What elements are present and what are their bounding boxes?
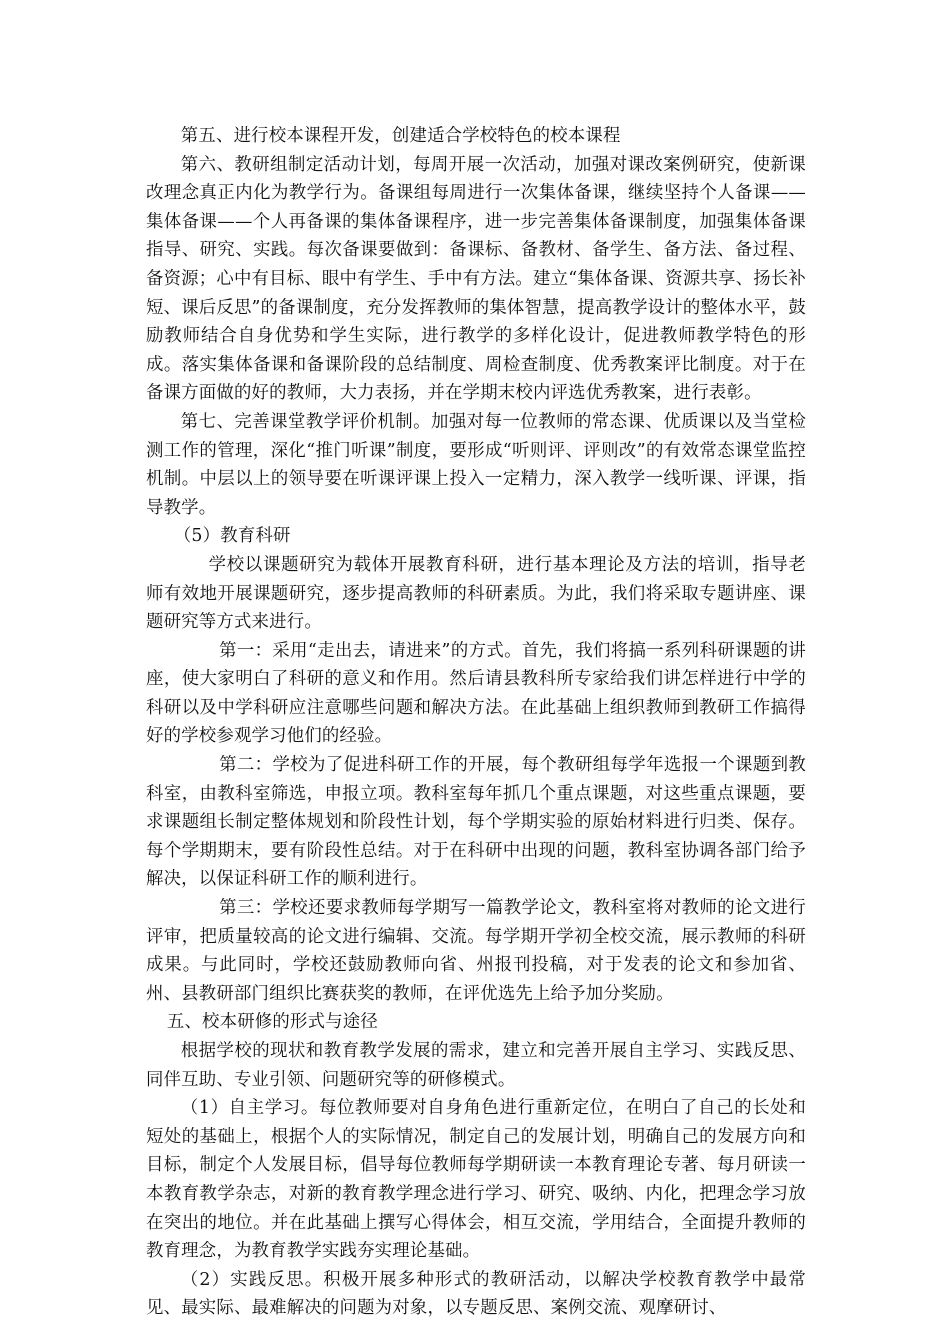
paragraph-third: 第三：学校还要求教师每学期写一篇教学论文，教科室将对教师的论文进行评审，把质量较高的论文进行编辑、交流。每学期开学初全校交流，展示教师的科研成果。与此同时，学校还鼓励教师向省、州报刊投稿，对于发表的论文和参加省、州、县教研部门组织比赛获奖的教师，在评优选先上给予加分奖励。 xyxy=(146,898,806,1004)
document-page xyxy=(146,122,806,1323)
paragraph-seventh: 第七、完善课堂教学评价机制。加强对每一位教师的常态课、优质课以及当堂检测工作的管理，深化“推门听课”制度，要形成“听则评、评则改”的有效常态课堂监控机制。中层以上的领导要在听课评课上投入一定精力，深入教学一线听课、评课，指导教学。 xyxy=(146,411,806,518)
section-heading-research: （5）教育科研 xyxy=(173,526,291,547)
paragraph-fifth: 第五、进行校本课程开发，创建适合学校特色的校本课程 xyxy=(180,126,621,146)
paragraph-sixth: 第六、教研组制定活动计划，每周开展一次活动，加强对课改案例研究，使新课改理念真正内化为教学行为。备课组每周进行一次集体备课，继续坚持个人备课——集体备课——个人再备课的集体备课程序，进一步完善集体备课制度，加强集体备课指导、研究、实践。每次备课要做到：备课标、备教材、备学生、备方法、备过程、备资源；心中有目标、眼中有学生、手中有方法。建立“集体备课、资源共享、扬长补短、课后反思”的备课制度，充分发挥教师的集体智慧，提高教学设计的整体水平，鼓励教师结合自身优势和学生实际，进行教学的多样化设计，促进教师教学特色的形成。落实集体备课和备课阶段的总结制度、周检查制度、优秀教案评比制度。对于在备课方面做的好的教师，大力表扬，并在学期末校内评选优秀教案，进行表彰。 xyxy=(146,154,806,404)
paragraph-research-intro: 学校以课题研究为载体开展教育科研，进行基本理论及方法的培训，指导老师有效地开展课题研究，逐步提高教师的科研素质。为此，我们将采取专题讲座、课题研究等方式来进行。 xyxy=(146,554,806,633)
paragraph-self-study: （1）自主学习。每位教师要对自身角色进行重新定位，在明白了自己的长处和短处的基础上，根据个人的实际情况，制定自己的发展计划，明确自己的发展方向和目标，制定个人发展目标，倡导每位教师每学期研读一本教育理论专著、每月研读一本教育教学杂志，对新的教育教学理念进行学习、研究、吸纳、内化，把理念学习放在突出的地位。并在此基础上撰写心得体会，相互交流，学用结合，全面提升教师的教育理念，为教育教学实践夯实理论基础。 xyxy=(146,1098,806,1262)
paragraph-first: 第一：采用“走出去，请进来”的方式。首先，我们将搞一系列科研课题的讲座，使大家明白了科研的意义和作用。然后请县教科所专家给我们讲怎样进行中学的科研以及中学科研应注意哪些问题和解决方法。在此基础上组织教师到教研工作搞得好的学校参观学习他们的经验。 xyxy=(146,640,806,747)
paragraph-modes: 根据学校的现状和教育教学发展的需求，建立和完善开展自主学习、实践反思、同伴互助、专业引领、问题研究等的研修模式。 xyxy=(146,1041,806,1090)
paragraph-practice-reflection: （2）实践反思。积极开展多种形式的教研活动，以解决学校教育教学中最常见、最实际、最难解决的问题为对象，以专题反思、案例交流、观摩研讨、 xyxy=(146,1269,806,1319)
paragraph-second: 第二：学校为了促进科研工作的开展，每个教研组每学年选报一个课题到教科室，由教科室筛选，申报立项。教科室每年抓几个重点课题，对这些重点课题，要求课题组长制定整体规划和阶段性计划，每个学期实验的原始材料进行归类、保存。每个学期期末，要有阶段性总结。对于在科研中出现的问题，教科室协调各部门给予解决，以保证科研工作的顺利进行。 xyxy=(146,755,806,890)
section-heading-five: 五、校本研修的形式与途径 xyxy=(166,1012,378,1033)
